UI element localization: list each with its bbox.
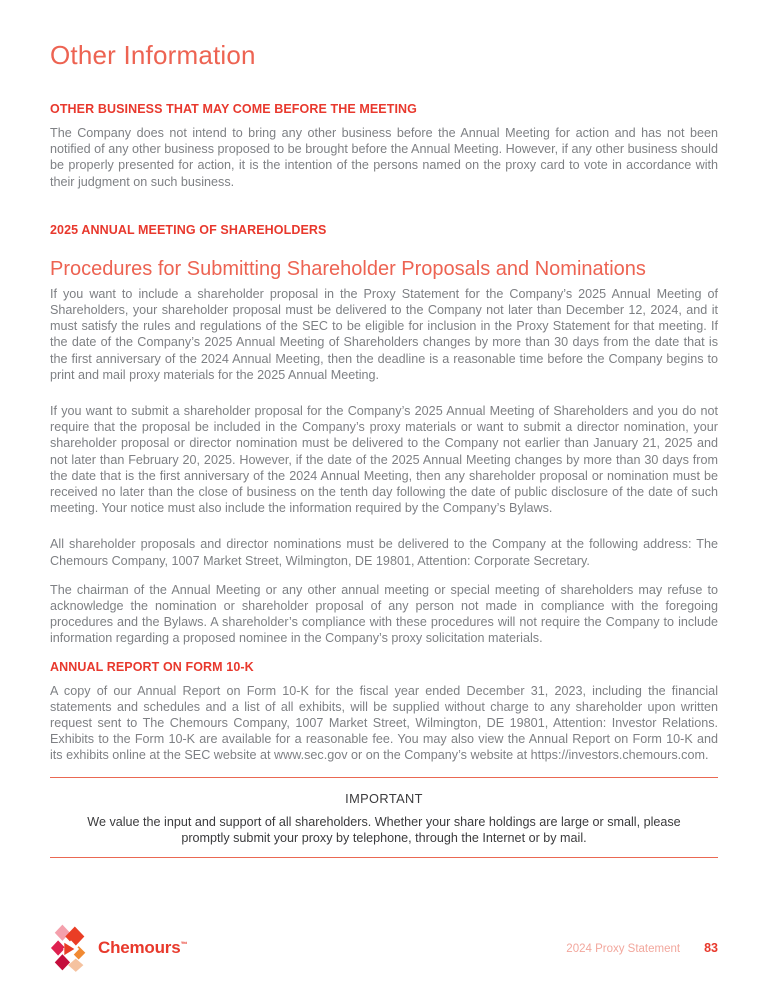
important-notice-box bbox=[50, 777, 718, 858]
trademark-symbol: ™ bbox=[180, 941, 188, 949]
chemours-wordmark: Chemours™ bbox=[98, 938, 188, 957]
heading-2025-annual-meeting: 2025 ANNUAL MEETING OF SHAREHOLDERS bbox=[50, 222, 327, 237]
section-annual-report bbox=[50, 660, 718, 764]
paragraph-chairman-refusal: The chairman of the Annual Meeting or any other annual meeting or special meeting of shareholders may refuse to acknowledge the nomination or shareholder proposal of any person not made in compliance with the foregoing procedures and the Bylaws. A shareholder’s compliance with these procedures will not require the Company to include information regarding a proposed nominee in the Company’s proxy solicitation materials. bbox=[50, 582, 718, 646]
section-2025-annual-meeting bbox=[50, 223, 718, 647]
page-number: 83 bbox=[704, 941, 718, 955]
paragraph-proposal-inclusion: If you want to include a shareholder proposal in the Proxy Statement for the Company’s 2025 Annual Meeting of Shareholders, your shareholder proposal must be delivered to the Company not later than December 12, 2024, and it must satisfy the rules and regulations of the SEC to be eligible for inclusion in the Proxy Statement for that meeting. If the date of the Company’s 2025 Annual Meeting of Shareholders changes by more than 30 days from the date that is the first anniversary of the 2024 Annual Meeting, then the deadline is a reasonable time before the Company begins to print and mail proxy materials for the 2025 Annual Meeting. bbox=[50, 286, 718, 382]
chemours-logo bbox=[50, 922, 187, 974]
important-text: We value the input and support of all shareholders. Whether your share holdings are large or small, please promptly submit your proxy by telephone, through the Internet or by mail. bbox=[87, 814, 681, 846]
page-footer bbox=[50, 920, 718, 976]
heading-annual-report: ANNUAL REPORT ON FORM 10-K bbox=[50, 659, 254, 674]
paragraph-proposal-submission: If you want to submit a shareholder proposal for the Company’s 2025 Annual Meeting of Shareholders and you do not require that the proposal be included in the Company’s proxy materials or want to submit a director nomination, your shareholder proposal or director nomination must be delivered to the Company not earlier than January 21, 2025 and not later than February 20, 2025. However, if the date of the 2025 Annual Meeting changes by more than 30 days from the date that is the first anniversary of the 2024 Annual Meeting, then any shareholder proposal or nomination must be received no later than the close of business on the tenth day following the date of public disclosure of the date of such meeting. Your notice must also include the information required by the Company’s Bylaws. bbox=[50, 404, 718, 516]
heading-other-business: OTHER BUSINESS THAT MAY COME BEFORE THE MEETING bbox=[50, 102, 417, 116]
important-label: IMPORTANT bbox=[345, 790, 423, 806]
paragraph-other-business: The Company does not intend to bring any other business before the Annual Meeting for action and has not been notified of any other business proposed to be brought before the Annual Meeting. However, if any other business should be properly presented for action, it is the intention of the persons named on the proxy card to vote in accordance with their judgment on such business. bbox=[50, 126, 718, 189]
section-other-business bbox=[50, 102, 718, 190]
paragraph-annual-report: A copy of our Annual Report on Form 10-K for the fiscal year ended December 31, 2023, including the financial statements and schedules and a list of all exhibits, will be supplied without charge to any shareholder upon written request sent to The Chemours Company, 1007 Market Street, Wilmington, DE 19801, Attention: Investor Relations. Exhibits to the Form 10-K are available for a reasonable fee. You may also view the Annual Report on Form 10-K and its exhibits online at the SEC website at www.sec.gov or on the Company’s website at https://investors.chemours.com. bbox=[50, 683, 718, 763]
chemours-logo-icon bbox=[50, 922, 92, 974]
subtitle-procedures: Procedures for Submitting Shareholder Proposals and Nominations bbox=[50, 257, 646, 280]
paragraph-delivery-address: All shareholder proposals and director nominations must be delivered to the Company at the following address: The Chemours Company, 1007 Market Street, Wilmington, DE 19801, Attention: Corporate Secretary. bbox=[50, 537, 718, 568]
proxy-statement-label: 2024 Proxy Statement bbox=[566, 943, 681, 955]
footer-right bbox=[566, 941, 718, 955]
page-title: Other Information bbox=[50, 40, 256, 70]
